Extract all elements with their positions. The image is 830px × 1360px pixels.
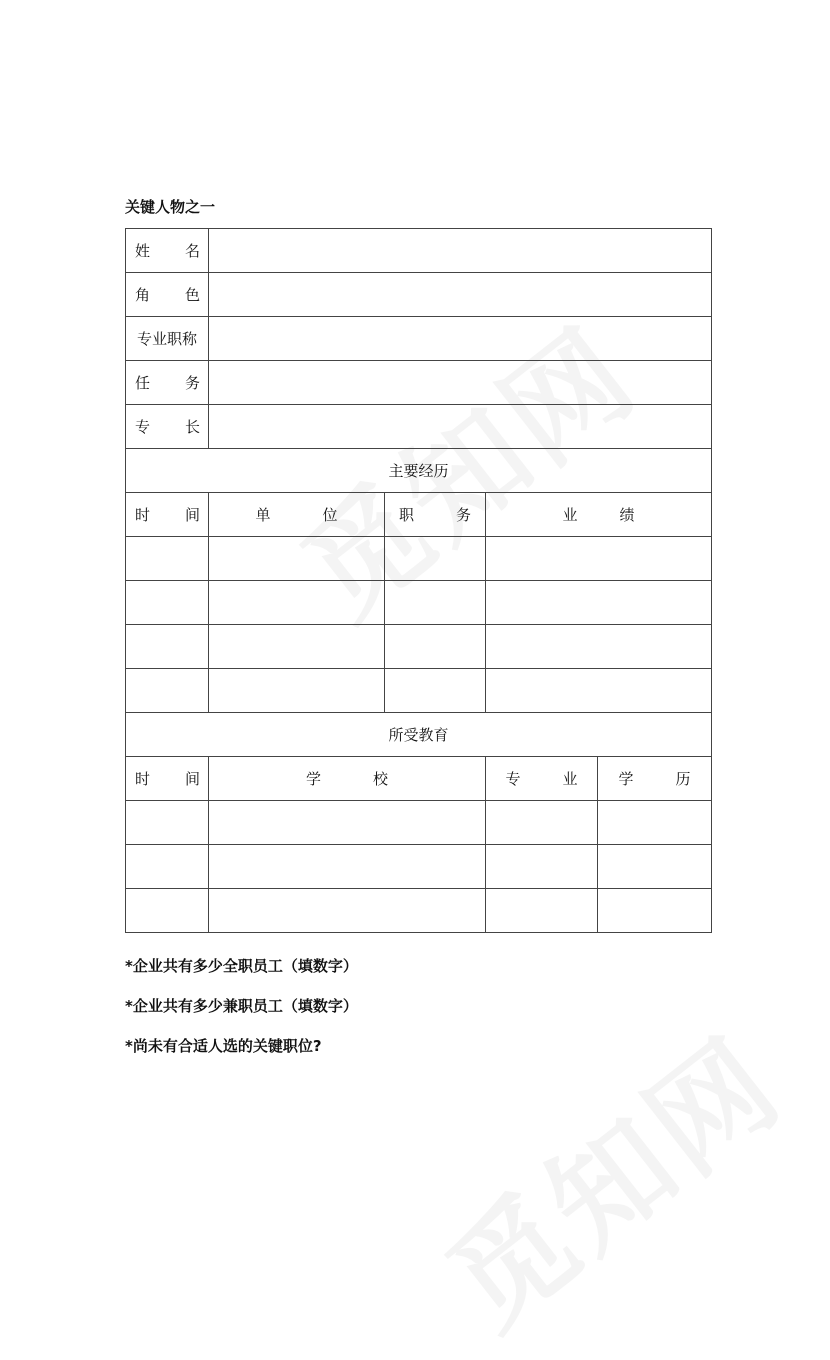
experience-section-row xyxy=(126,449,712,493)
achievement-cell[interactable] xyxy=(486,537,712,581)
name-field[interactable] xyxy=(209,229,712,273)
experience-header-row xyxy=(126,493,712,537)
role-field[interactable] xyxy=(209,273,712,317)
question-key-positions: *尚未有合适人选的关键职位? xyxy=(125,1037,322,1055)
position-cell[interactable] xyxy=(385,537,486,581)
education-row xyxy=(126,889,712,933)
school-cell[interactable] xyxy=(209,889,486,933)
achievement-cell[interactable] xyxy=(486,581,712,625)
question-parttime-staff: *企业共有多少兼职员工（填数字） xyxy=(125,997,358,1015)
experience-section-title: 主要经历 xyxy=(126,449,712,493)
info-row-title xyxy=(126,317,712,361)
duty-field[interactable] xyxy=(209,361,712,405)
degree-cell[interactable] xyxy=(598,889,712,933)
unit-cell[interactable] xyxy=(209,625,385,669)
experience-row xyxy=(126,625,712,669)
time-cell[interactable] xyxy=(126,537,209,581)
experience-row xyxy=(126,669,712,713)
position-cell[interactable] xyxy=(385,581,486,625)
major-cell[interactable] xyxy=(486,801,598,845)
column-header-position: 职 务 xyxy=(385,493,486,537)
school-cell[interactable] xyxy=(209,845,486,889)
key-person-form xyxy=(125,228,712,933)
school-cell[interactable] xyxy=(209,801,486,845)
column-header-school: 学 校 xyxy=(209,757,486,801)
experience-row xyxy=(126,581,712,625)
column-header-degree: 学 历 xyxy=(598,757,712,801)
education-section-title: 所受教育 xyxy=(126,713,712,757)
question-fulltime-staff: *企业共有多少全职员工（填数字） xyxy=(125,957,358,975)
degree-cell[interactable] xyxy=(598,801,712,845)
info-row-role xyxy=(126,273,712,317)
field-label: 专业职称 xyxy=(126,317,209,361)
education-section-row xyxy=(126,713,712,757)
position-cell[interactable] xyxy=(385,669,486,713)
info-row-specialty xyxy=(126,405,712,449)
unit-cell[interactable] xyxy=(209,537,385,581)
column-header-achievement: 业 绩 xyxy=(486,493,712,537)
field-label: 专 长 xyxy=(126,405,209,449)
unit-cell[interactable] xyxy=(209,581,385,625)
column-header-unit: 单 位 xyxy=(209,493,385,537)
education-header-row xyxy=(126,757,712,801)
field-label: 任 务 xyxy=(126,361,209,405)
field-label: 角 色 xyxy=(126,273,209,317)
page-title: 关键人物之一 xyxy=(125,198,216,216)
column-header-time: 时 间 xyxy=(126,757,209,801)
achievement-cell[interactable] xyxy=(486,669,712,713)
field-label: 姓 名 xyxy=(126,229,209,273)
time-cell[interactable] xyxy=(126,845,209,889)
professional-title-field[interactable] xyxy=(209,317,712,361)
column-header-time: 时 间 xyxy=(126,493,209,537)
specialty-field[interactable] xyxy=(209,405,712,449)
time-cell[interactable] xyxy=(126,625,209,669)
time-cell[interactable] xyxy=(126,801,209,845)
info-row-name xyxy=(126,229,712,273)
degree-cell[interactable] xyxy=(598,845,712,889)
major-cell[interactable] xyxy=(486,845,598,889)
info-row-duty xyxy=(126,361,712,405)
time-cell[interactable] xyxy=(126,669,209,713)
time-cell[interactable] xyxy=(126,889,209,933)
education-row xyxy=(126,845,712,889)
time-cell[interactable] xyxy=(126,581,209,625)
education-row xyxy=(126,801,712,845)
position-cell[interactable] xyxy=(385,625,486,669)
watermark xyxy=(407,992,811,1360)
major-cell[interactable] xyxy=(486,889,598,933)
column-header-major: 专 业 xyxy=(486,757,598,801)
experience-row xyxy=(126,537,712,581)
achievement-cell[interactable] xyxy=(486,625,712,669)
unit-cell[interactable] xyxy=(209,669,385,713)
